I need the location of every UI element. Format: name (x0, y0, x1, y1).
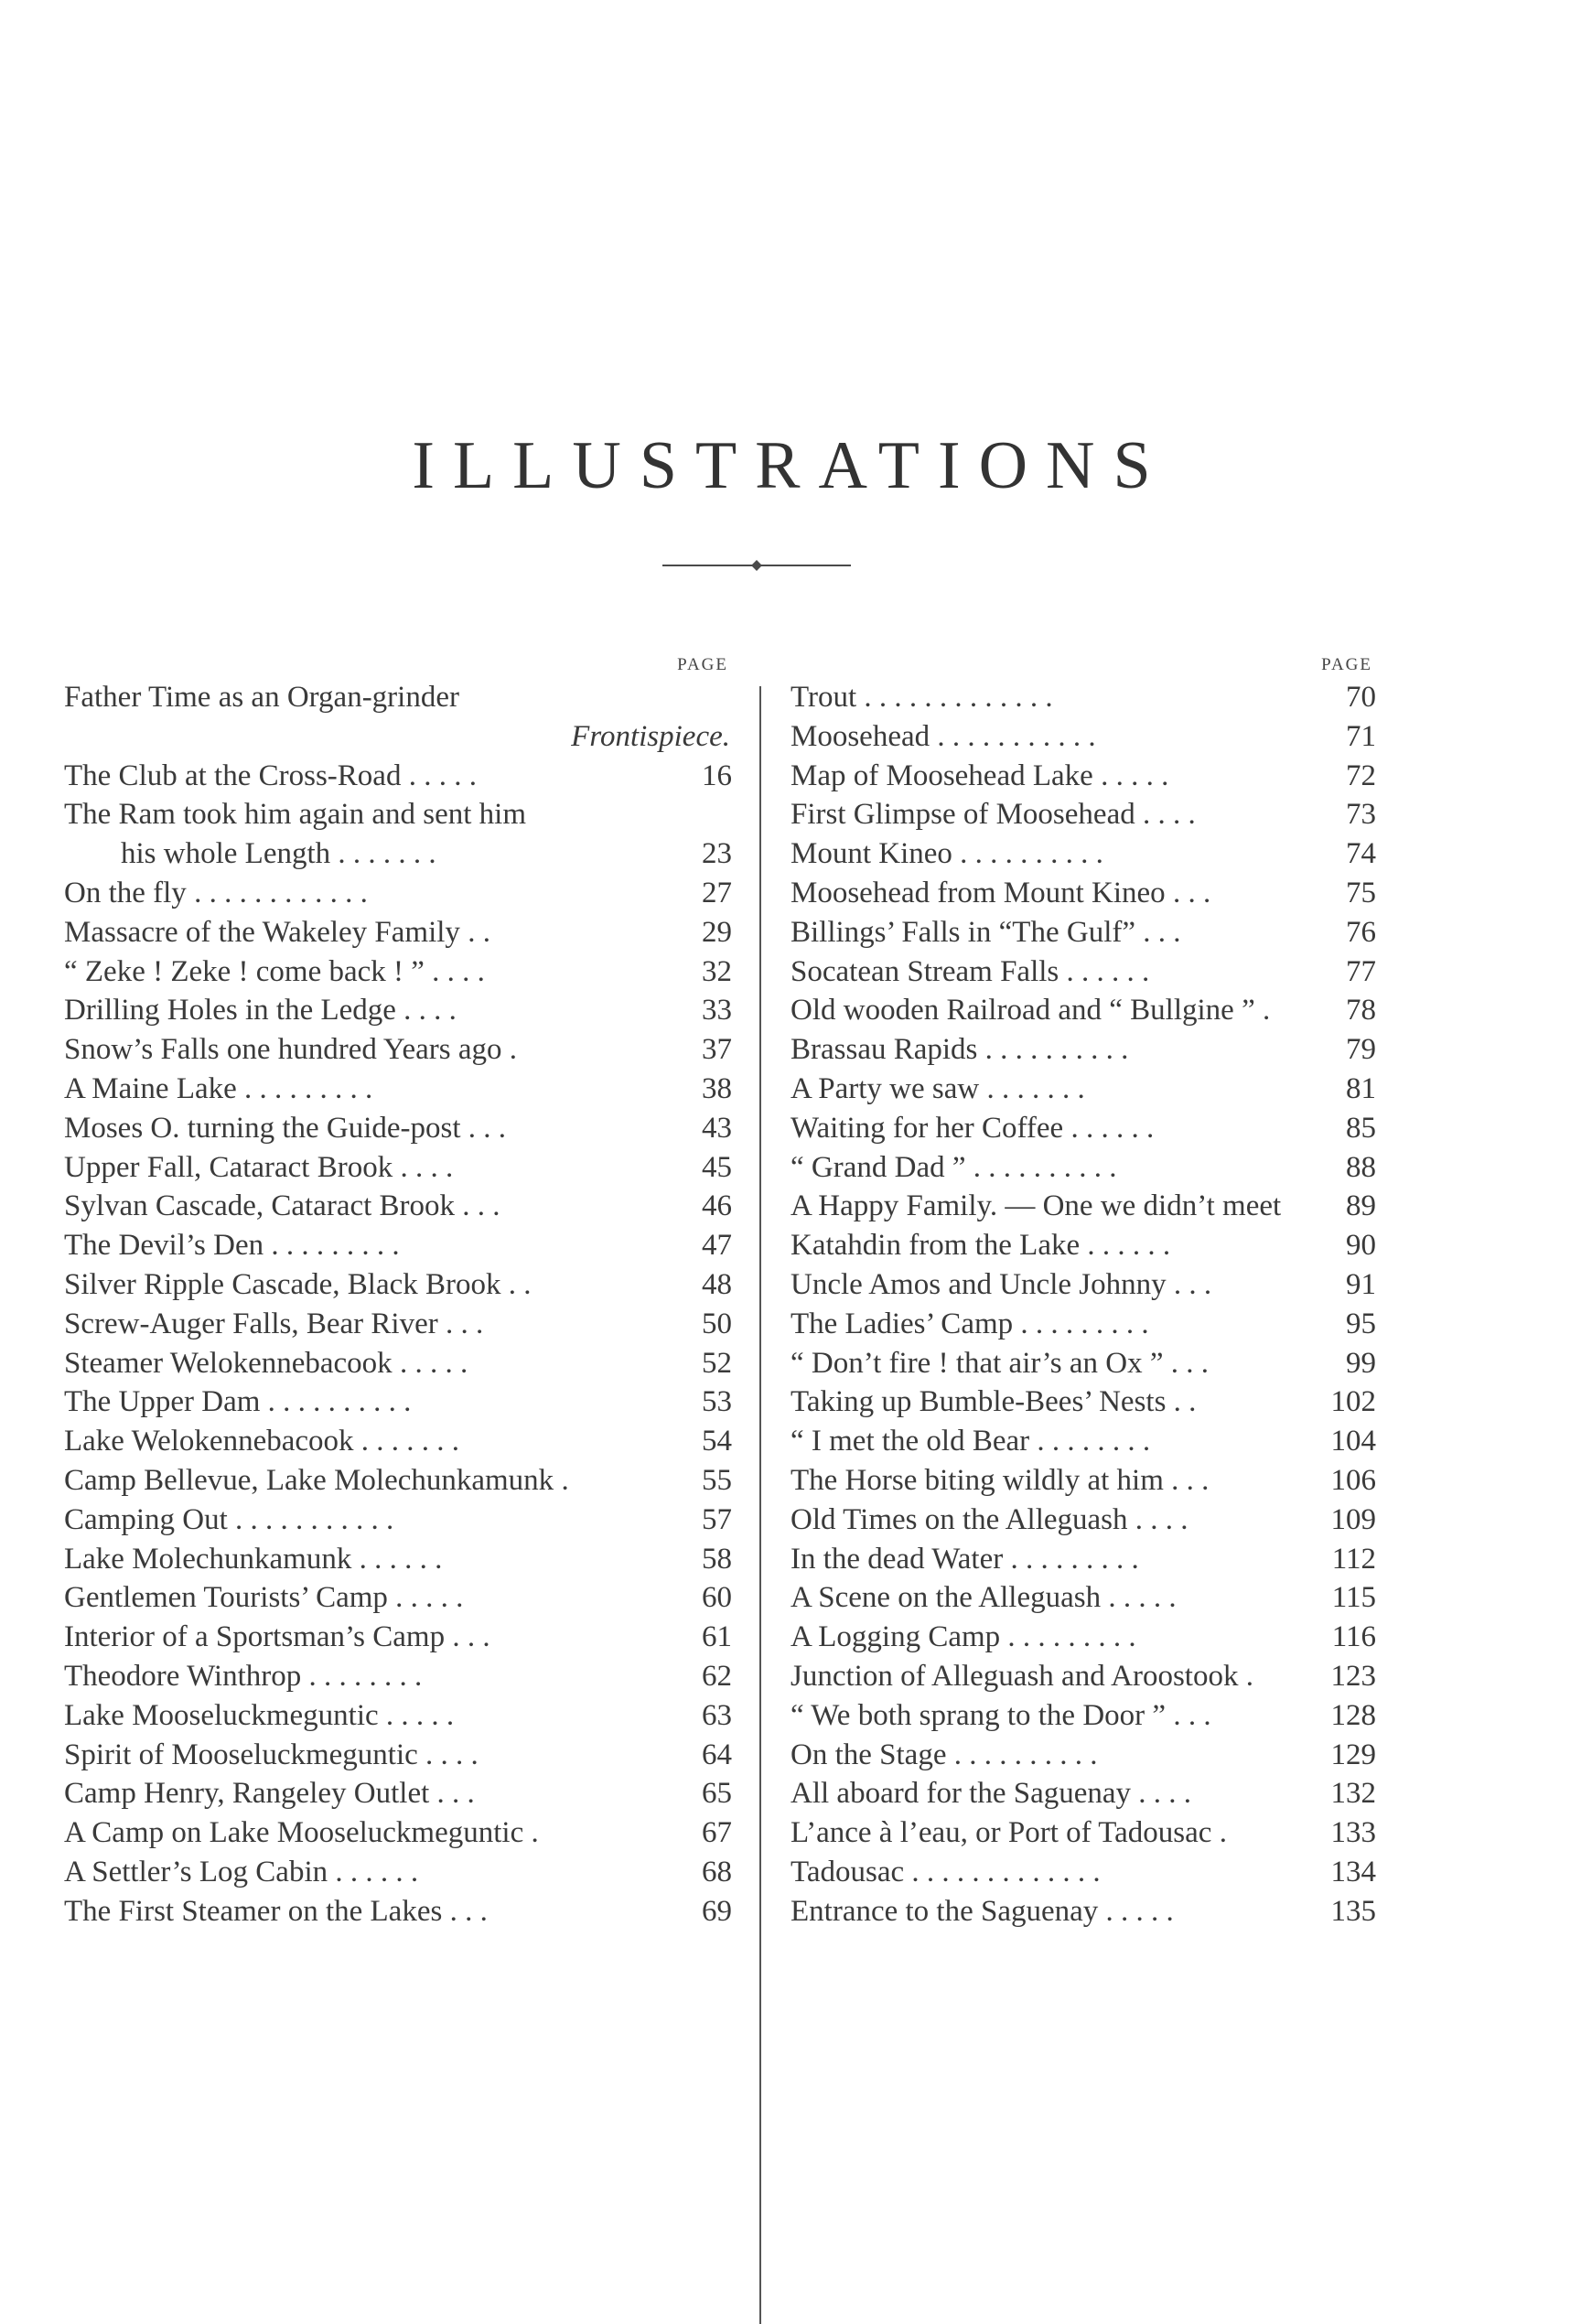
leader-dots: . . . . . . . (330, 837, 436, 871)
page-column-header: PAGE (1321, 655, 1372, 674)
page-number: 79 (1346, 1033, 1376, 1067)
page-number: 65 (702, 1777, 732, 1811)
page-number: 78 (1346, 994, 1376, 1028)
leader-dots: . (501, 1033, 517, 1067)
entry-title: Frontispiece. (571, 719, 730, 753)
entry-title: Mount Kineo (790, 837, 952, 871)
page-number: 91 (1346, 1267, 1376, 1301)
leader-dots: . . . . (1127, 1502, 1188, 1536)
entry-title: Interior of a Sportsman’s Camp (64, 1620, 446, 1654)
page-number: 70 (1346, 681, 1376, 714)
list-item (64, 1892, 732, 1931)
leader-dots: . . . (1166, 1698, 1211, 1732)
entry-title: Spirit of Mooseluckmeguntic (64, 1738, 418, 1771)
entry-title: Snow’s Falls one hundred Years ago (64, 1033, 502, 1067)
entry-title: Lake Molechunkamunk (64, 1542, 352, 1576)
page-number: 53 (702, 1385, 732, 1419)
entry-title: Camp Henry, Rangeley Outlet (64, 1777, 430, 1811)
list-item (64, 717, 732, 757)
list-item (64, 1187, 732, 1226)
list-item (64, 874, 732, 913)
entry-title: Taking up Bumble-Bees’ Nests (790, 1385, 1167, 1419)
leader-dots: . (1211, 1816, 1227, 1850)
entry-title: “ I met the old Bear (790, 1425, 1030, 1458)
list-item (790, 834, 1376, 874)
entry-title: “ Don’t fire ! that air’s an Ox ” (790, 1346, 1164, 1380)
page-number: 57 (702, 1502, 732, 1536)
list-item (64, 1736, 732, 1775)
page-number: 99 (1346, 1346, 1376, 1380)
list-item (790, 1736, 1376, 1775)
entry-title: A Settler’s Log Cabin (64, 1855, 328, 1888)
list-item (790, 1618, 1376, 1657)
entry-title: Socatean Stream Falls (790, 954, 1059, 988)
leader-dots: . . . . . . . . . (1013, 1307, 1149, 1340)
leader-dots: . . . . . (401, 759, 477, 792)
page-number: 69 (702, 1894, 732, 1928)
page-number: 81 (1346, 1071, 1376, 1105)
entry-title: In the dead Water (790, 1542, 1004, 1576)
leader-dots: . . . (442, 1894, 488, 1928)
list-item (790, 1265, 1376, 1305)
page-number: 48 (702, 1267, 732, 1301)
entry-title: A Happy Family. — One we didn’t meet (790, 1189, 1282, 1223)
leader-dots: . . . (1165, 876, 1211, 909)
leader-dots: . . . (460, 1111, 507, 1145)
illustration-list-left (64, 678, 732, 1931)
page-number: 45 (702, 1150, 732, 1184)
entry-title: A Maine Lake (64, 1071, 237, 1105)
entry-title: The Ram took him again and sent him (64, 798, 526, 832)
page-number: 58 (702, 1542, 732, 1576)
entry-title: On the Stage (790, 1738, 947, 1771)
leader-dots: . . (1166, 1385, 1197, 1419)
column-divider (759, 686, 761, 2324)
entry-title: “ Zeke ! Zeke ! come back ! ” (64, 954, 425, 988)
leader-dots: . . . (455, 1189, 500, 1223)
list-item (790, 1070, 1376, 1109)
page-number: 37 (702, 1033, 732, 1067)
entry-title: Drilling Holes in the Ledge (64, 994, 396, 1028)
page-number: 29 (702, 915, 732, 949)
page-number: 135 (1330, 1894, 1376, 1928)
page-number: 106 (1330, 1463, 1376, 1497)
entry-title: The Ladies’ Camp (790, 1307, 1014, 1340)
list-item (790, 1305, 1376, 1344)
list-item (64, 1422, 732, 1461)
leader-dots: . . . . . . . . . . (977, 1033, 1129, 1067)
page-number: 50 (702, 1307, 732, 1340)
page-number: 54 (702, 1425, 732, 1458)
leader-dots: . . . . . . . . . (264, 1229, 400, 1263)
page-number: 95 (1346, 1307, 1376, 1340)
page-number: 64 (702, 1738, 732, 1771)
list-item (64, 1030, 732, 1070)
page-title: ILLUSTRATIONS (412, 427, 1169, 503)
page-number: 76 (1346, 915, 1376, 949)
page-number: 89 (1346, 1189, 1376, 1223)
entry-title: Moosehead (790, 719, 930, 753)
page-number: 63 (702, 1698, 732, 1732)
leader-dots: . . . (429, 1777, 475, 1811)
leader-dots: . . . . (417, 1738, 479, 1771)
left-column (64, 656, 732, 1931)
entry-title: “ Grand Dad ” (790, 1150, 966, 1184)
page-number: 68 (702, 1855, 732, 1888)
list-item (790, 1461, 1376, 1501)
page-number: 102 (1330, 1385, 1376, 1419)
entry-title: Father Time as an Organ-grinder (64, 681, 459, 714)
list-item (790, 1383, 1376, 1422)
page-number: 75 (1346, 876, 1376, 909)
illustration-list-right (790, 678, 1376, 1931)
page-number: 62 (702, 1659, 732, 1693)
leader-dots: . (1238, 1659, 1253, 1693)
page-number: 61 (702, 1620, 732, 1654)
leader-dots: . . . . . . . . . . . (227, 1502, 394, 1536)
leader-dots: . (1254, 994, 1271, 1028)
leader-dots: . . . (1163, 1463, 1210, 1497)
list-item (790, 1148, 1376, 1188)
leader-dots: . . . . . . . . . . (952, 837, 1103, 871)
leader-dots: . . . . . . (351, 1542, 443, 1576)
page-number: 16 (702, 759, 732, 792)
page-number: 55 (702, 1463, 732, 1497)
list-item (64, 757, 732, 796)
ornament-diamond-icon (751, 560, 762, 571)
list-item (790, 1030, 1376, 1070)
list-item (64, 1657, 732, 1696)
entry-title: Theodore Winthrop (64, 1659, 302, 1693)
leader-dots: . . . . . (1092, 759, 1169, 792)
list-item (64, 834, 732, 874)
list-item (64, 1696, 732, 1736)
leader-dots: . . . . (1135, 798, 1196, 832)
leader-dots: . . . . (1131, 1777, 1192, 1811)
page-number: 47 (702, 1229, 732, 1263)
entry-title: “ We both sprang to the Door ” (790, 1698, 1167, 1732)
list-item (64, 1853, 732, 1892)
page-number: 112 (1331, 1542, 1376, 1576)
entry-title: The Horse biting wildly at him (790, 1463, 1164, 1497)
list-item (64, 795, 732, 834)
list-item (790, 874, 1376, 913)
entry-title: Massacre of the Wakeley Family (64, 915, 460, 949)
list-item (790, 1892, 1376, 1931)
list-item (64, 1109, 732, 1148)
leader-dots: . . . . . . . . . (1000, 1620, 1136, 1654)
entry-title: Map of Moosehead Lake (790, 759, 1093, 792)
page-number: 60 (702, 1581, 732, 1615)
page-number: 90 (1346, 1229, 1376, 1263)
leader-dots: . . . . . . . (353, 1425, 460, 1458)
leader-dots: . . . . (424, 954, 485, 988)
entry-title: Waiting for her Coffee (790, 1111, 1064, 1145)
entry-title: Old wooden Railroad and “ Bullgine ” (790, 994, 1255, 1028)
leader-dots: . . . (1135, 915, 1181, 949)
leader-dots: . . . . . (1098, 1894, 1174, 1928)
list-item (64, 1540, 732, 1579)
leader-dots: . . . . . (1101, 1581, 1177, 1615)
leader-dots: . . . . . (378, 1698, 455, 1732)
page-number: 73 (1346, 798, 1376, 832)
page-number: 104 (1330, 1425, 1376, 1458)
list-item (64, 991, 732, 1030)
list-item (790, 795, 1376, 834)
entry-title: Moosehead from Mount Kineo (790, 876, 1166, 909)
list-item (790, 678, 1376, 717)
entry-title: Junction of Alleguash and Aroostook (790, 1659, 1239, 1693)
list-item (64, 1070, 732, 1109)
entry-title: The First Steamer on the Lakes (64, 1894, 443, 1928)
entry-title: Steamer Welokennebacook (64, 1346, 393, 1380)
list-item (790, 1501, 1376, 1540)
list-item (790, 1853, 1376, 1892)
entry-title: Old Times on the Alleguash (790, 1502, 1128, 1536)
leader-dots: . . . . . . (1080, 1229, 1171, 1263)
entry-title: On the fly (64, 876, 187, 909)
list-item (790, 1696, 1376, 1736)
list-item (64, 1578, 732, 1618)
page-number: 133 (1330, 1816, 1376, 1850)
page-number: 116 (1331, 1620, 1376, 1654)
leader-dots: . . . . . . . . . . . . (186, 876, 368, 909)
list-item (64, 1265, 732, 1305)
entry-title: Lake Welokennebacook (64, 1425, 354, 1458)
list-item (790, 1344, 1376, 1383)
list-item (64, 1774, 732, 1813)
leader-dots: . . . . . . (328, 1855, 419, 1888)
page-number: 129 (1330, 1738, 1376, 1771)
right-column (790, 656, 1376, 1931)
list-item (790, 1226, 1376, 1265)
entry-title: his whole Length (121, 837, 331, 871)
entry-title: Screw-Auger Falls, Bear River (64, 1307, 438, 1340)
list-item (64, 1383, 732, 1422)
list-item (790, 1187, 1376, 1226)
list-item (790, 1774, 1376, 1813)
leader-dots: . . . . . . . . (301, 1659, 423, 1693)
list-item (790, 1540, 1376, 1579)
entry-title: L’ance à l’eau, or Port of Tadousac (790, 1816, 1212, 1850)
page-number: 23 (702, 837, 732, 871)
leader-dots: . . . . . . . . . . (965, 1150, 1117, 1184)
leader-dots: . . . (445, 1620, 490, 1654)
leader-dots: . . . . . . . . . (236, 1071, 373, 1105)
leader-dots: . . (459, 915, 490, 949)
list-item (64, 678, 732, 717)
page-number: 132 (1330, 1777, 1376, 1811)
leader-dots: . . . . (395, 994, 457, 1028)
entry-title: A Camp on Lake Mooseluckmeguntic (64, 1816, 524, 1850)
entry-title: Camp Bellevue, Lake Molechunkamunk (64, 1463, 554, 1497)
list-item (790, 1578, 1376, 1618)
page-number: 43 (702, 1111, 732, 1145)
entry-title: Entrance to the Saguenay (790, 1894, 1099, 1928)
entry-title: First Glimpse of Moosehead (790, 798, 1135, 832)
page-number: 123 (1330, 1659, 1376, 1693)
entry-title: The Devil’s Den (64, 1229, 264, 1263)
entry-title: The Club at the Cross-Road (64, 759, 402, 792)
leader-dots: . . . . . . (1063, 1111, 1155, 1145)
page-number: 33 (702, 994, 732, 1028)
page-number: 85 (1346, 1111, 1376, 1145)
leader-dots: . . . . . . . (979, 1071, 1085, 1105)
leader-dots: . . . . . . . . . . . . . (904, 1855, 1101, 1888)
page-number: 38 (702, 1071, 732, 1105)
leader-dots: . . . . . . . . . (1003, 1542, 1139, 1576)
leader-dots: . . . . . . . . (1029, 1425, 1151, 1458)
page-number: 77 (1346, 954, 1376, 988)
entry-title: Camping Out (64, 1502, 228, 1536)
leader-dots: . . . . . . . . . . . (930, 719, 1096, 753)
list-item (64, 1344, 732, 1383)
list-item (64, 1305, 732, 1344)
leader-dots: . . . . (393, 1150, 454, 1184)
page-number: 115 (1331, 1581, 1376, 1615)
entry-title: Moses O. turning the Guide-post (64, 1111, 461, 1145)
page-number: 46 (702, 1189, 732, 1223)
entry-title: Lake Mooseluckmeguntic (64, 1698, 379, 1732)
leader-dots: . . . . . (392, 1346, 468, 1380)
entry-title: A Party we saw (790, 1071, 980, 1105)
page-number: 74 (1346, 837, 1376, 871)
page-number: 88 (1346, 1150, 1376, 1184)
list-item (790, 1657, 1376, 1696)
list-item (790, 991, 1376, 1030)
entry-title: Uncle Amos and Uncle Johnny (790, 1267, 1167, 1301)
leader-dots: . . . . . . . . . . (946, 1738, 1098, 1771)
leader-dots: . . . . . . (1059, 954, 1150, 988)
list-item (790, 757, 1376, 796)
page-number: 27 (702, 876, 732, 909)
entry-title: Gentlemen Tourists’ Camp (64, 1581, 388, 1615)
entry-title: Trout (790, 681, 857, 714)
leader-dots: . . . (1163, 1346, 1209, 1380)
page-column-header: PAGE (677, 655, 728, 674)
page-number: 32 (702, 954, 732, 988)
entry-title: Upper Fall, Cataract Brook (64, 1150, 393, 1184)
page-number: 71 (1346, 719, 1376, 753)
list-item (790, 1109, 1376, 1148)
leader-dots: . . (500, 1267, 532, 1301)
leader-dots: . . . . . . . . . . . . . (856, 681, 1053, 714)
entry-title: A Scene on the Alleguash (790, 1581, 1102, 1615)
entry-title: Brassau Rapids (790, 1033, 978, 1067)
leader-dots: . (554, 1463, 569, 1497)
list-item (64, 1501, 732, 1540)
entry-title: All aboard for the Saguenay (790, 1777, 1132, 1811)
entry-title: Sylvan Cascade, Cataract Brook (64, 1189, 456, 1223)
page-number: 67 (702, 1816, 732, 1850)
entry-title: The Upper Dam (64, 1385, 261, 1419)
leader-dots: . . . . . (387, 1581, 464, 1615)
list-item (64, 952, 732, 992)
entry-title: Katahdin from the Lake (790, 1229, 1081, 1263)
leader-dots: . . . (1166, 1267, 1212, 1301)
page-number: 52 (702, 1346, 732, 1380)
leader-dots: . . . (437, 1307, 484, 1340)
list-item (64, 1148, 732, 1188)
page-number: 72 (1346, 759, 1376, 792)
page-number: 128 (1330, 1698, 1376, 1732)
leader-dots: . (523, 1816, 539, 1850)
list-item (790, 913, 1376, 952)
leader-dots: . . . . . . . . . . (260, 1385, 412, 1419)
list-item (64, 1461, 732, 1501)
entry-title: A Logging Camp (790, 1620, 1001, 1654)
entry-title: Silver Ripple Cascade, Black Brook (64, 1267, 501, 1301)
page-number: 134 (1330, 1855, 1376, 1888)
list-item (64, 1226, 732, 1265)
page-number: 109 (1330, 1502, 1376, 1536)
entry-title: Tadousac (790, 1855, 905, 1888)
list-item (790, 717, 1376, 757)
list-item (790, 1813, 1376, 1853)
entry-title: Billings’ Falls in “The Gulf” (790, 915, 1136, 949)
list-item (64, 913, 732, 952)
list-item (790, 952, 1376, 992)
list-item (64, 1618, 732, 1657)
list-item (64, 1813, 732, 1853)
list-item (790, 1422, 1376, 1461)
